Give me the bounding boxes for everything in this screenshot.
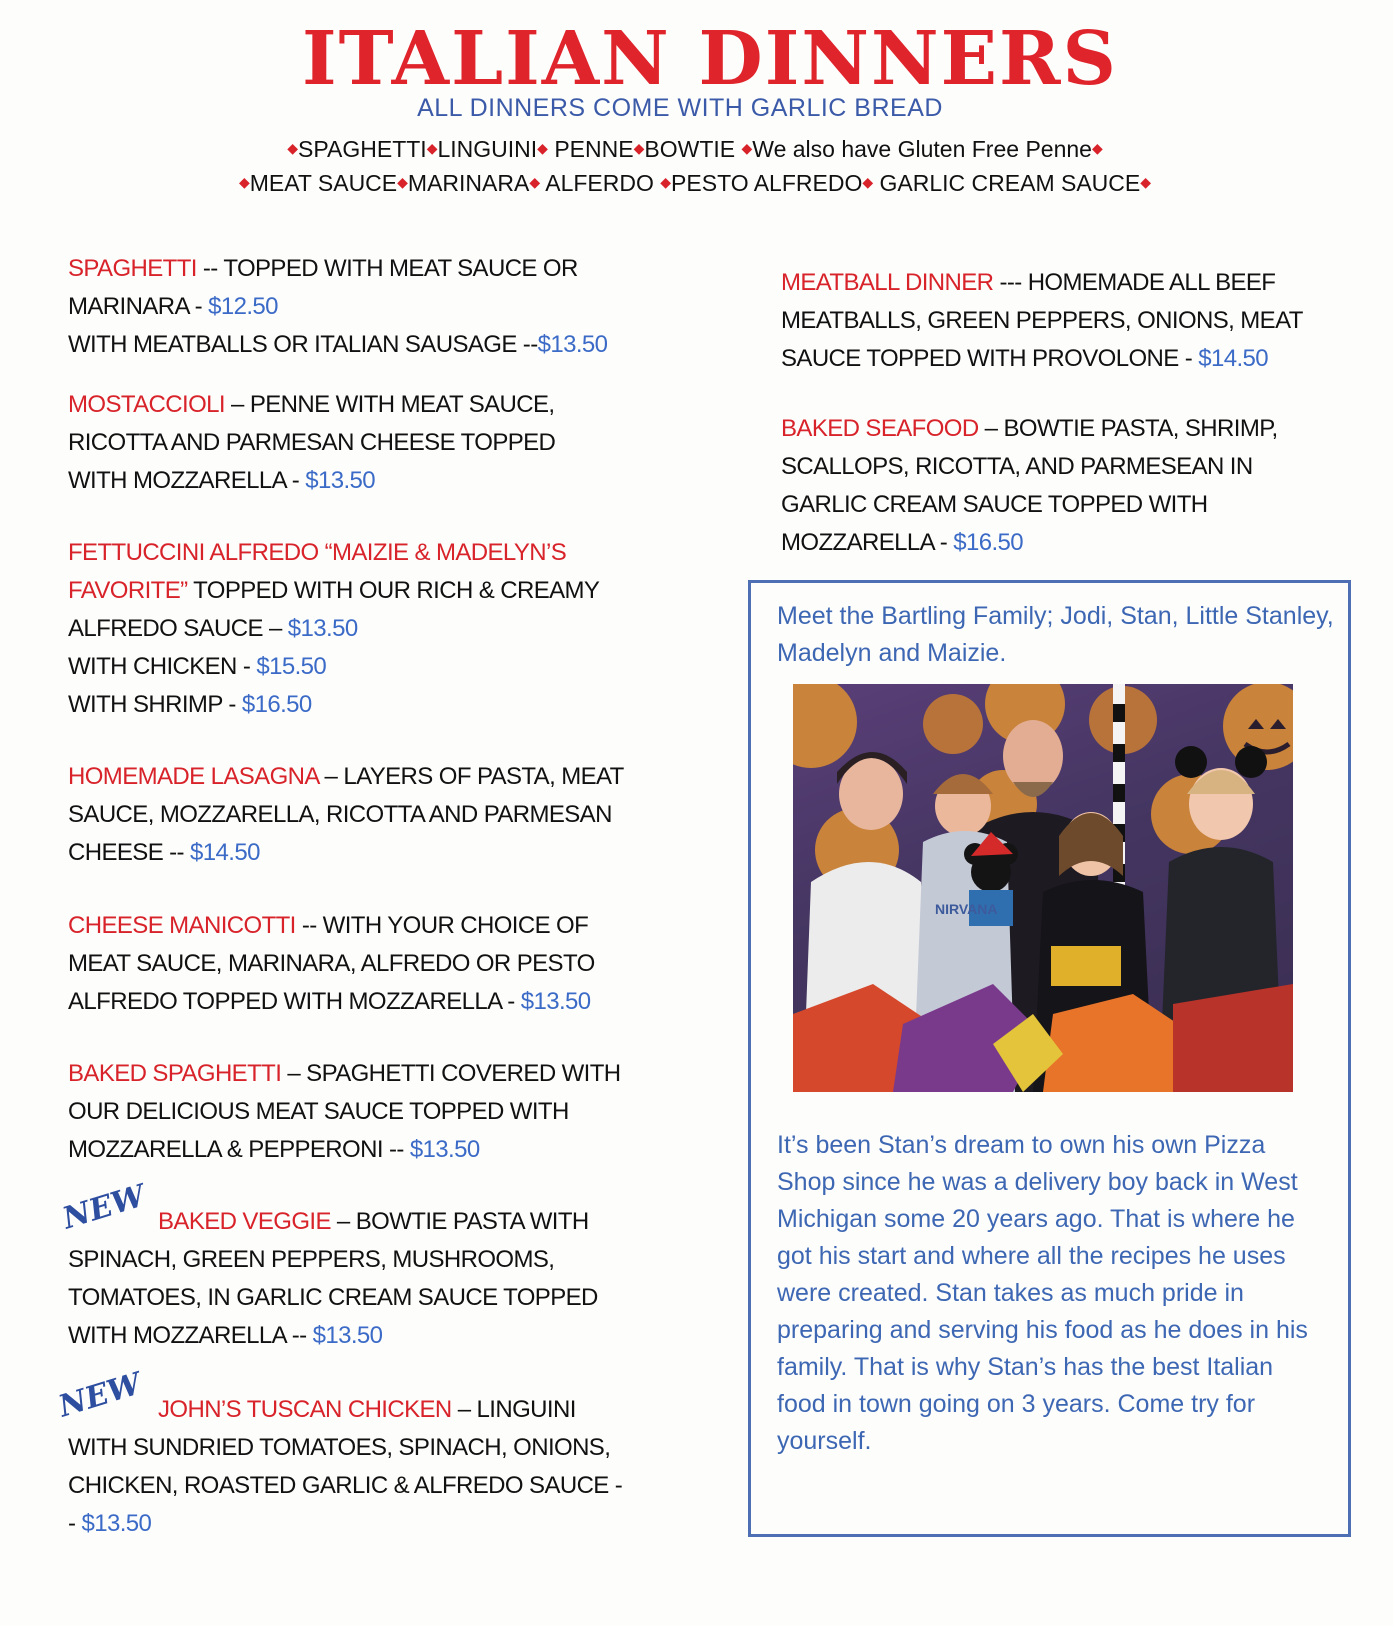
menu-item-spaghetti: SPAGHETTI -- TOPPED WITH MEAT SAUCE OR MARINARA - $12.50 WITH MEATBALLS OR ITALIAN SAUSAGE --$13.50 xyxy=(68,255,608,358)
menu-item-meatball-dinner: MEATBALL DINNER --- HOMEMADE ALL BEEF MEATBALLS, GREEN PEPPERS, ONIONS, MEAT SAUCE TOPPED WITH PROVOLONE - $14.50 xyxy=(781,269,1303,372)
sauce-option: GARLIC CREAM SAUCE xyxy=(879,170,1141,196)
pasta-option: We also have Gluten Free Penne xyxy=(752,136,1092,162)
menu-item-tuscan-chicken: JOHN’S TUSCAN CHICKEN – LINGUINI WITH SUNDRIED TOMATOES, SPINACH, ONIONS, CHICKEN, ROASTED GARLIC & ALFREDO SAUCE -- $13.50 xyxy=(68,1396,623,1537)
new-badge: NEW xyxy=(54,1366,146,1425)
menu-item-baked-seafood: BAKED SEAFOOD – BOWTIE PASTA, SHRIMP, SCALLOPS, RICOTTA, AND PARMESEAN IN GARLIC CREAM SAUCE TOPPED WITH MOZZARELLA - $16.50 xyxy=(781,415,1278,556)
pasta-option: SPAGHETTI xyxy=(298,136,427,162)
sauce-option: PESTO ALFREDO xyxy=(671,170,863,196)
family-heading: Meet the Bartling Family; Jodi, Stan, Little Stanley, Madelyn and Maizie. xyxy=(777,602,1334,667)
pasta-options: ◆SPAGHETTI◆LINGUINI◆ PENNE◆BOWTIE ◆We also have Gluten Free Penne◆ xyxy=(287,136,1103,162)
family-photo-illustration xyxy=(793,684,1293,1092)
sauce-option: MARINARA xyxy=(407,170,530,196)
pasta-option: LINGUINI xyxy=(437,136,538,162)
new-badge: NEW xyxy=(58,1178,150,1237)
menu-item-mostaccioli: MOSTACCIOLI – PENNE WITH MEAT SAUCE, RICOTTA AND PARMESAN CHEESE TOPPED WITH MOZZARELLA - $13.50 xyxy=(68,391,556,494)
sauce-option: ALFERDO xyxy=(545,170,654,196)
menu-item-cheese-manicotti: CHEESE MANICOTTI -- WITH YOUR CHOICE OF MEAT SAUCE, MARINARA, ALFREDO OR PESTO ALFREDO TOPPED WITH MOZZARELLA - $13.50 xyxy=(68,912,595,1015)
family-story: It’s been Stan’s dream to own his own Pizza Shop since he was a delivery boy back in West Michigan some 20 years ago. That is where he got his start and where all the recipes he uses were created. Stan takes as much pride in preparing and serving his food as he does in his family. That is why Stan’s has the best Italian food in town going on 3 years. Come try for yourself. xyxy=(777,1131,1308,1455)
shirt-text: NIRVANA xyxy=(935,901,998,917)
sauce-options: ◆MEAT SAUCE◆MARINARA◆ ALFERDO ◆PESTO ALFREDO◆ GARLIC CREAM SAUCE◆ xyxy=(238,170,1152,196)
pasta-option: BOWTIE xyxy=(644,136,736,162)
menu-title: ITALIAN DINNERS xyxy=(302,16,1118,102)
pasta-option: PENNE xyxy=(554,136,634,162)
menu-item-baked-spaghetti: BAKED SPAGHETTI – SPAGHETTI COVERED WITH OUR DELICIOUS MEAT SAUCE TOPPED WITH MOZZARELLA & PEPPERONI -- $13.50 xyxy=(68,1060,621,1163)
menu-subtitle: ALL DINNERS COME WITH GARLIC BREAD xyxy=(417,94,943,122)
menu-item-baked-veggie: BAKED VEGGIE – BOWTIE PASTA WITH SPINACH, GREEN PEPPERS, MUSHROOMS, TOMATOES, IN GARLIC CREAM SAUCE TOPPED WITH MOZZARELLA -- $13.50 xyxy=(68,1208,598,1349)
sauce-option: MEAT SAUCE xyxy=(249,170,398,196)
menu-item-lasagna: HOMEMADE LASAGNA – LAYERS OF PASTA, MEAT SAUCE, MOZZARELLA, RICOTTA AND PARMESAN CHEESE -- $14.50 xyxy=(68,763,624,866)
family-photo xyxy=(793,684,1293,1092)
menu-item-fettuccini-alfredo: FETTUCCINI ALFREDO “MAIZIE & MADELYN’S FAVORITE” TOPPED WITH OUR RICH & CREAMY ALFREDO SAUCE – $13.50 WITH CHICKEN - $15.50 WITH SHRIMP - $16.50 xyxy=(68,539,599,718)
